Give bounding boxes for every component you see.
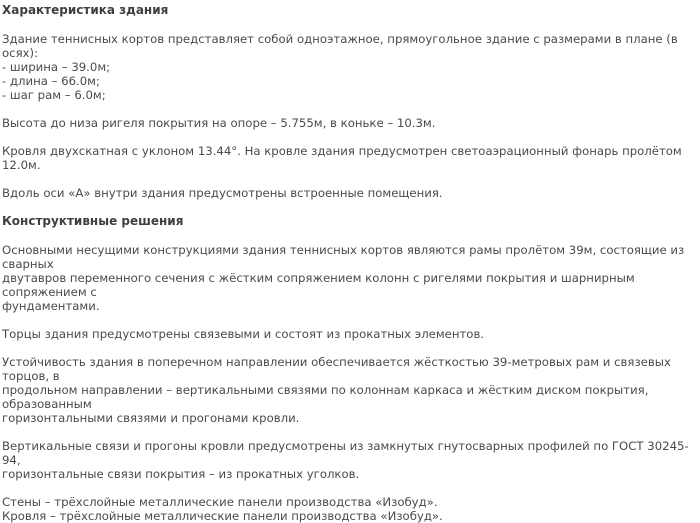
paragraph-main-frames: Основными несущими конструкциями здания теннисных кортов являются рамы пролётом 39м, состоящие из сварных двутавров переменного сечения с жёстким сопряжением колонн с ригелями покрытия и шарнирным сопряжением с фундаментами. (2, 243, 685, 313)
paragraph-panels: Стены – трёхслойные металлические панели производства «Изобуд». Кровля – трёхслойные металлические панели производства «Изобуд». (2, 495, 443, 523)
paragraph-roof: Кровля двухскатная с уклоном 13.44°. На кровле здания предусмотрен светоаэрационный фонарь пролётом 12.0м. (2, 144, 682, 172)
document-content (2, 3, 692, 523)
paragraph-stability: Устойчивость здания в поперечном направлении обеспечивается жёсткостью 39-метровых рам и связевых торцов, в продольном направлении – вертикальными связями по колоннам каркаса и жёстким диском покрытия, образованным горизонтальными связями и прогонами кровли. (2, 355, 671, 425)
paragraph-end-walls: Торцы здания предусмотрены связевыми и состоят из прокатных элементов. (2, 327, 485, 341)
heading-structural-solutions: Конструктивные решения (2, 214, 184, 228)
paragraph-built-in-rooms: Вдоль оси «А» внутри здания предусмотрены встроенные помещения. (2, 186, 443, 200)
paragraph-bracing: Вертикальные связи и прогоны кровли предусмотрены из замкнутых гнутосварных профилей по ГОСТ 30245-94, горизонтальные связи покрытия – из прокатных уголков. (2, 439, 689, 481)
paragraph-height: Высота до низа ригеля покрытия на опоре – 5.755м, в коньке – 10.3м. (2, 116, 436, 130)
paragraph-dimensions: Здание теннисных кортов представляет собой одноэтажное, прямоугольное здание с размерами в плане (в осях): - ширина – 39.0м; - длина – 66.0м; - шаг рам – 6.0м; (2, 32, 678, 102)
heading-building-characteristics: Характеристика здания (2, 3, 169, 17)
